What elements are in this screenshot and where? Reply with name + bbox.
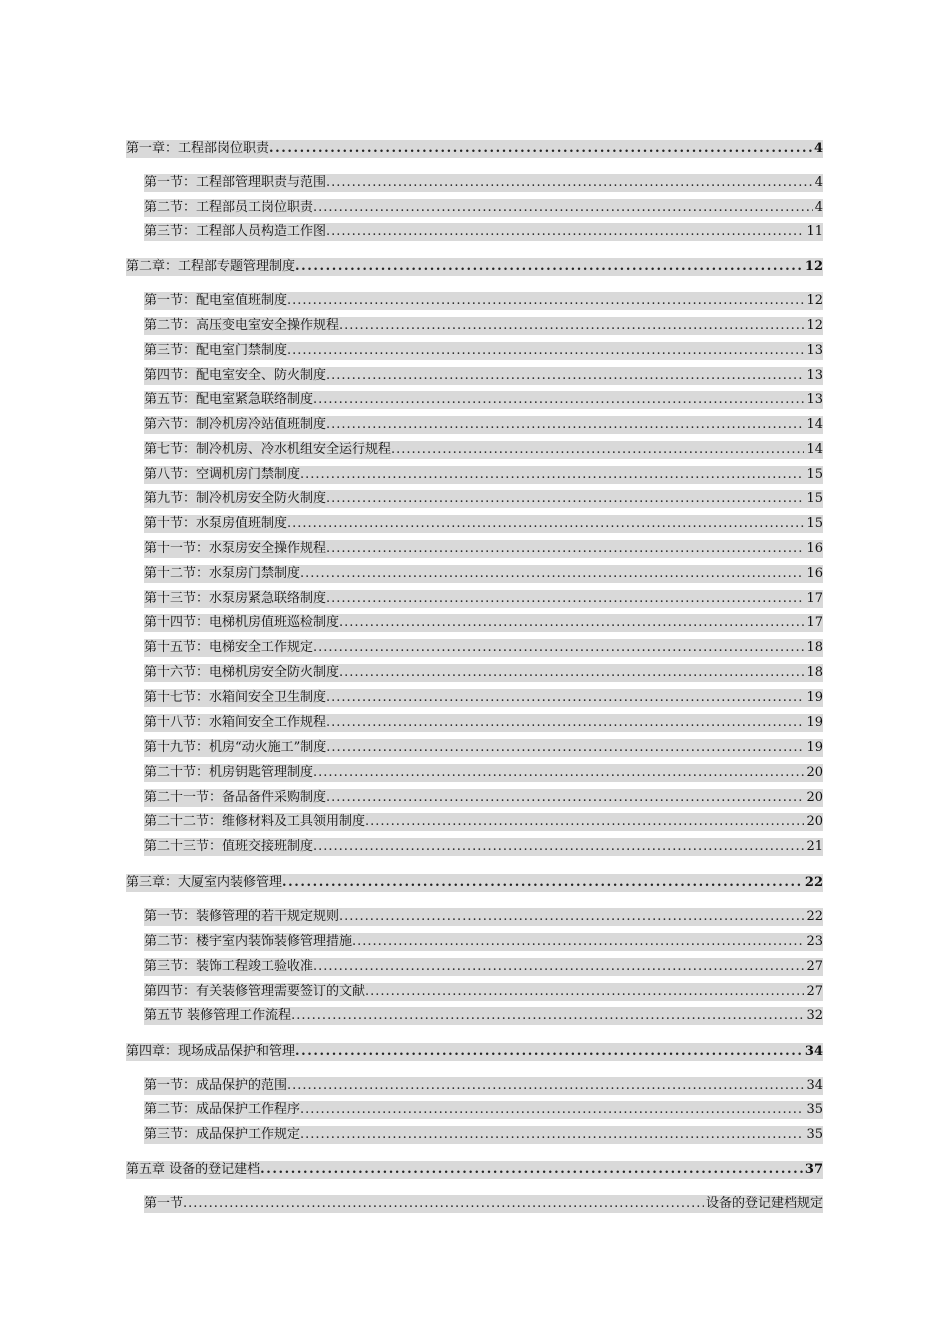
toc-entry-title: 第三节：成品保护工作规定 xyxy=(144,1127,301,1142)
toc-entry-title: 第二节：成品保护工作程序 xyxy=(144,1102,301,1117)
toc-leader-dots xyxy=(326,689,804,707)
toc-page-number: 18 xyxy=(806,665,823,680)
toc-entry-title: 第十节：水泵房值班制度 xyxy=(144,516,288,531)
toc-leader-dots xyxy=(300,1126,804,1144)
toc-leader-dots xyxy=(260,1161,803,1179)
toc-leader-dots xyxy=(183,1195,704,1213)
toc-page-number: 15 xyxy=(806,491,823,506)
toc-leader-dots xyxy=(313,958,804,976)
toc-page-number: 20 xyxy=(806,814,823,829)
toc-page-number: 35 xyxy=(806,1127,823,1142)
toc-page-number: 16 xyxy=(806,566,823,581)
toc-entry-title: 第六节：制冷机房冷站值班制度 xyxy=(144,417,327,432)
toc-page-number: 4 xyxy=(814,200,823,215)
toc-leader-dots xyxy=(365,813,804,831)
toc-leader-dots xyxy=(391,441,804,459)
toc-section-row[interactable] xyxy=(144,983,823,1001)
toc-section-row[interactable] xyxy=(144,764,823,782)
toc-page-number: 22 xyxy=(806,909,823,924)
toc-leader-dots xyxy=(326,367,804,385)
toc-leader-dots xyxy=(326,540,804,558)
toc-page-number: 34 xyxy=(806,1078,823,1093)
toc-entry-title: 第四节：有关装修管理需要签订的文献 xyxy=(144,984,366,999)
toc-entry-title: 第二节：楼宇室内装饰装修管理措施 xyxy=(144,934,353,949)
toc-entry-title: 第十四节：电梯机房值班巡检制度 xyxy=(144,615,340,630)
toc-section-row[interactable] xyxy=(144,714,823,732)
toc-section-row[interactable] xyxy=(144,367,823,385)
toc-section-row[interactable] xyxy=(144,441,823,459)
toc-page-number: 4 xyxy=(814,175,823,190)
toc-page-number: 32 xyxy=(806,1008,823,1023)
toc-section-row[interactable] xyxy=(144,515,823,533)
toc-section-row[interactable] xyxy=(144,565,823,583)
toc-page-number: 20 xyxy=(806,765,823,780)
toc-entry-title: 第十二节：水泵房门禁制度 xyxy=(144,566,301,581)
toc-entry-title: 第一节：工程部管理职责与范围 xyxy=(144,175,327,190)
toc-section-row[interactable] xyxy=(144,317,823,335)
toc-entry-title: 第二十一节：备品备件采购制度 xyxy=(144,790,327,805)
toc-entry-title: 第十一节：水泵房安全操作规程 xyxy=(144,541,327,556)
toc-leader-dots xyxy=(313,391,804,409)
toc-entry-title: 第五节 装修管理工作流程 xyxy=(144,1008,292,1023)
toc-section-row[interactable] xyxy=(144,391,823,409)
toc-entry-title: 第一节：配电室值班制度 xyxy=(144,293,288,308)
toc-page-number: 19 xyxy=(806,690,823,705)
toc-entry-title: 第一节：装修管理的若干规定规则 xyxy=(144,909,340,924)
toc-leader-dots xyxy=(326,739,804,757)
toc-page-number: 22 xyxy=(804,875,823,890)
toc-leader-dots xyxy=(326,789,804,807)
toc-page-number: 设备的登记建档规定 xyxy=(705,1196,823,1211)
toc-leader-dots xyxy=(313,764,804,782)
toc-section-row[interactable] xyxy=(144,199,823,217)
toc-leader-dots xyxy=(326,714,804,732)
toc-page-number: 35 xyxy=(806,1102,823,1117)
toc-section-row[interactable] xyxy=(144,1195,823,1213)
toc-entry-title: 第五章 设备的登记建档 xyxy=(126,1162,261,1177)
toc-page-number: 12 xyxy=(804,259,823,274)
toc-entry-title: 第十五节：电梯安全工作规定 xyxy=(144,640,314,655)
toc-leader-dots xyxy=(295,258,803,276)
toc-leader-dots xyxy=(326,590,804,608)
toc-entry-title: 第二节：高压变电室安全操作规程 xyxy=(144,318,340,333)
toc-page-number: 18 xyxy=(806,640,823,655)
toc-chapter-row[interactable] xyxy=(126,258,823,276)
toc-section-row[interactable] xyxy=(144,1007,823,1025)
toc-leader-dots xyxy=(291,1007,804,1025)
toc-leader-dots xyxy=(326,223,804,241)
toc-page-number: 17 xyxy=(806,615,823,630)
toc-entry-title: 第九节：制冷机房安全防火制度 xyxy=(144,491,327,506)
toc-page-number: 13 xyxy=(806,343,823,358)
toc-section-row[interactable] xyxy=(144,789,823,807)
toc-leader-dots xyxy=(365,983,804,1001)
toc-entry-title: 第二十节：机房钥匙管理制度 xyxy=(144,765,314,780)
toc-entry-title: 第十九节：机房“动火施工”制度 xyxy=(144,740,327,755)
toc-page-number: 20 xyxy=(806,790,823,805)
toc-leader-dots xyxy=(326,490,804,508)
toc-leader-dots xyxy=(282,874,803,892)
toc-entry-title: 第三章：大厦室内装修管理 xyxy=(126,875,283,890)
toc-section-row[interactable] xyxy=(144,639,823,657)
toc-section-row[interactable] xyxy=(144,1101,823,1119)
toc-section-row[interactable] xyxy=(144,466,823,484)
toc-leader-dots xyxy=(326,416,804,434)
toc-leader-dots xyxy=(339,664,804,682)
toc-page-number: 11 xyxy=(806,224,823,239)
toc-leader-dots xyxy=(313,838,804,856)
toc-entry-title: 第二十二节：维修材料及工具领用制度 xyxy=(144,814,366,829)
toc-page-number: 14 xyxy=(806,442,823,457)
toc-page-number: 12 xyxy=(806,318,823,333)
toc-entry-title: 第八节：空调机房门禁制度 xyxy=(144,467,301,482)
toc-entry-title: 第十八节：水箱间安全工作规程 xyxy=(144,715,327,730)
toc-leader-dots xyxy=(352,933,804,951)
toc-leader-dots xyxy=(287,342,804,360)
toc-section-row[interactable] xyxy=(144,739,823,757)
toc-section-row[interactable] xyxy=(144,342,823,360)
toc-section-row[interactable] xyxy=(144,292,823,310)
toc-section-row[interactable] xyxy=(144,813,823,831)
toc-section-row[interactable] xyxy=(144,223,823,241)
toc-leader-dots xyxy=(339,614,804,632)
toc-leader-dots xyxy=(287,1077,804,1095)
toc-entry-title: 第四章：现场成品保护和管理 xyxy=(126,1044,296,1059)
toc-section-row[interactable] xyxy=(144,958,823,976)
toc-entry-title: 第十七节：水箱间安全卫生制度 xyxy=(144,690,327,705)
toc-leader-dots xyxy=(300,565,804,583)
toc-page-number: 13 xyxy=(806,368,823,383)
toc-page-number: 19 xyxy=(806,715,823,730)
toc-section-row[interactable] xyxy=(144,416,823,434)
toc-page-number: 14 xyxy=(806,417,823,432)
toc-leader-dots xyxy=(300,466,804,484)
toc-page-number: 15 xyxy=(806,516,823,531)
toc-entry-title: 第一节：成品保护的范围 xyxy=(144,1078,288,1093)
toc-page-number: 27 xyxy=(806,984,823,999)
toc-section-row[interactable] xyxy=(144,933,823,951)
toc-leader-dots xyxy=(287,515,804,533)
toc-leader-dots xyxy=(313,199,813,217)
toc-leader-dots xyxy=(287,292,804,310)
toc-page-number: 17 xyxy=(806,591,823,606)
toc-section-row[interactable] xyxy=(144,590,823,608)
toc-entry-title: 第一章：工程部岗位职责 xyxy=(126,141,270,156)
toc-section-row[interactable] xyxy=(144,664,823,682)
toc-entry-title: 第三节：装饰工程竣工验收准 xyxy=(144,959,314,974)
toc-page-number: 16 xyxy=(806,541,823,556)
toc-chapter-row[interactable] xyxy=(126,874,823,892)
toc-leader-dots xyxy=(313,639,804,657)
toc-entry-title: 第四节：配电室安全、防火制度 xyxy=(144,368,327,383)
toc-entry-title: 第十六节：电梯机房安全防火制度 xyxy=(144,665,340,680)
toc-page-number: 23 xyxy=(806,934,823,949)
toc-leader-dots xyxy=(300,1101,804,1119)
toc-page-number: 27 xyxy=(806,959,823,974)
toc-page-number: 13 xyxy=(806,392,823,407)
toc-page-number: 34 xyxy=(804,1044,823,1059)
toc-section-row[interactable] xyxy=(144,1126,823,1144)
toc-section-row[interactable] xyxy=(144,174,823,192)
toc-chapter-row[interactable] xyxy=(126,1043,823,1061)
toc-page-number: 12 xyxy=(806,293,823,308)
toc-entry-title: 第七节：制冷机房、冷水机组安全运行规程 xyxy=(144,442,392,457)
toc-page-number: 37 xyxy=(804,1162,823,1177)
toc-page-number: 21 xyxy=(806,839,823,854)
toc-entry-title: 第五节：配电室紧急联络制度 xyxy=(144,392,314,407)
toc-entry-title: 第二章：工程部专题管理制度 xyxy=(126,259,296,274)
toc-section-row[interactable] xyxy=(144,614,823,632)
toc-section-row[interactable] xyxy=(144,1077,823,1095)
toc-page-number: 15 xyxy=(806,467,823,482)
toc-entry-title: 第二十三节：值班交接班制度 xyxy=(144,839,314,854)
toc-section-row[interactable] xyxy=(144,490,823,508)
toc-section-row[interactable] xyxy=(144,689,823,707)
toc-page-number: 19 xyxy=(806,740,823,755)
toc-leader-dots xyxy=(326,174,813,192)
toc-leader-dots xyxy=(339,317,804,335)
toc-entry-title: 第二节：工程部员工岗位职责 xyxy=(144,200,314,215)
toc-entry-title: 第三节：配电室门禁制度 xyxy=(144,343,288,358)
toc-page-number: 4 xyxy=(813,141,823,156)
toc-leader-dots xyxy=(295,1043,803,1061)
toc-chapter-row[interactable] xyxy=(126,1161,823,1179)
toc-section-row[interactable] xyxy=(144,540,823,558)
toc-entry-title: 第一节 xyxy=(144,1196,184,1211)
toc-leader-dots xyxy=(269,140,812,158)
toc-section-row[interactable] xyxy=(144,908,823,926)
toc-entry-title: 第三节：工程部人员构造工作图 xyxy=(144,224,327,239)
toc-entry-title: 第十三节：水泵房紧急联络制度 xyxy=(144,591,327,606)
toc-leader-dots xyxy=(339,908,804,926)
toc-chapter-row[interactable] xyxy=(126,140,823,158)
toc-section-row[interactable] xyxy=(144,838,823,856)
